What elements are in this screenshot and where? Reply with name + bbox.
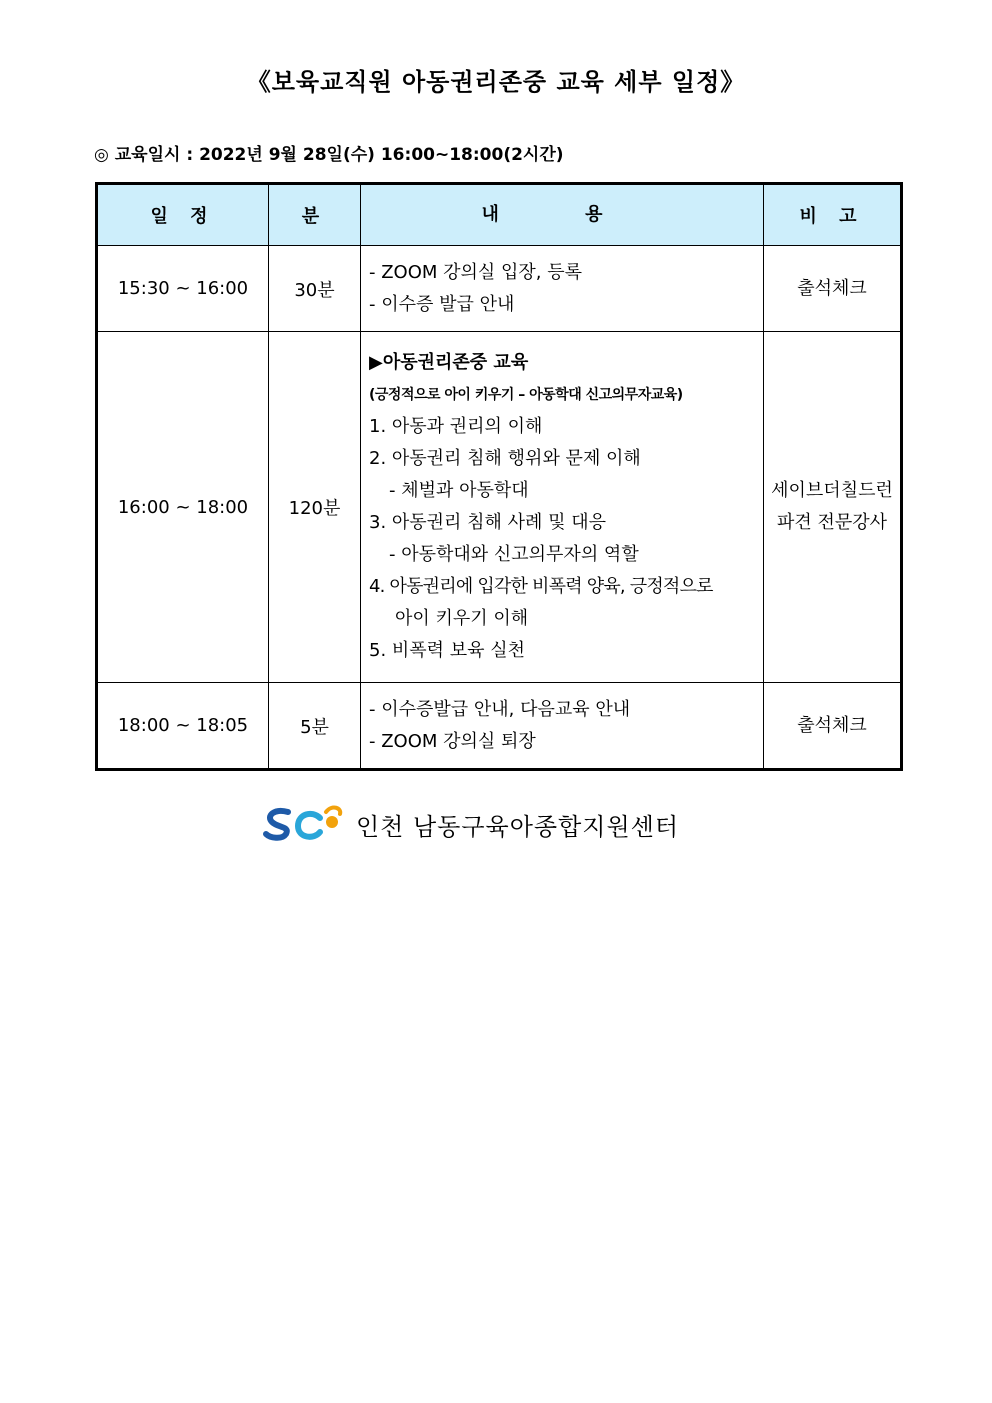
- content-line: 1. 아동과 권리의 이해: [369, 416, 543, 437]
- content-line: - 아동학대와 신고의무자의 역할: [389, 544, 639, 565]
- organization-logo: [262, 804, 679, 844]
- content-line: 2. 아동권리 침해 행위와 문제 이해: [369, 448, 641, 469]
- document-title: 《보육교직원 아동권리존중 교육 세부 일정》: [246, 68, 746, 96]
- note-line: 파견 전문강사: [776, 512, 888, 533]
- time-cell: 15:30 ~ 16:00: [97, 246, 269, 332]
- note-cell: 출석체크: [764, 246, 902, 332]
- content-line: 4. 아동권리에 입각한 비폭력 양육, 긍정적으로: [369, 576, 713, 597]
- content-cell: [361, 246, 764, 332]
- content-line: - 체벌과 아동학대: [389, 480, 529, 501]
- center-logo-icon: [262, 804, 344, 844]
- content-line: - ZOOM 강의실 퇴장: [369, 730, 536, 752]
- note-cell: [764, 332, 902, 683]
- organization-name: 인천 남동구육아종합지원센터: [356, 812, 680, 841]
- content-line: 3. 아동권리 침해 사례 및 대응: [369, 512, 607, 533]
- table-header-row: [97, 184, 902, 246]
- minutes-cell: 5분: [269, 683, 361, 770]
- content-line: - 이수증발급 안내, 다음교육 안내: [369, 698, 631, 720]
- header-note: 비 고: [764, 184, 902, 246]
- table-row: [97, 683, 902, 770]
- table-row: [97, 246, 902, 332]
- education-datetime: ◎ 교육일시 : 2022년 9월 28일(수) 16:00~18:00(2시간): [94, 145, 564, 165]
- header-schedule: 일 정: [97, 184, 269, 246]
- minutes-cell: 120분: [269, 332, 361, 683]
- note-line: 세이브더칠드런: [771, 480, 893, 501]
- time-cell: 16:00 ~ 18:00: [97, 332, 269, 683]
- content-subheading: (긍정적으로 아이 키우기 – 아동학대 신고의무자교육): [369, 387, 683, 403]
- schedule-table: [95, 182, 903, 771]
- content-line: 5. 비폭력 보육 실천: [369, 640, 526, 661]
- note-cell: 출석체크: [764, 683, 902, 770]
- content-line: 아이 키우기 이해: [395, 608, 529, 629]
- content-heading: ▶아동권리존중 교육: [369, 352, 529, 373]
- content-cell: [361, 683, 764, 770]
- header-minutes: 분: [269, 184, 361, 246]
- header-content: 내 용: [361, 184, 764, 246]
- minutes-cell: 30분: [269, 246, 361, 332]
- content-line: - ZOOM 강의실 입장, 등록: [369, 261, 583, 283]
- time-cell: 18:00 ~ 18:05: [97, 683, 269, 770]
- content-line: - 이수증 발급 안내: [369, 293, 515, 315]
- content-cell: [361, 332, 764, 683]
- table-row: [97, 332, 902, 683]
